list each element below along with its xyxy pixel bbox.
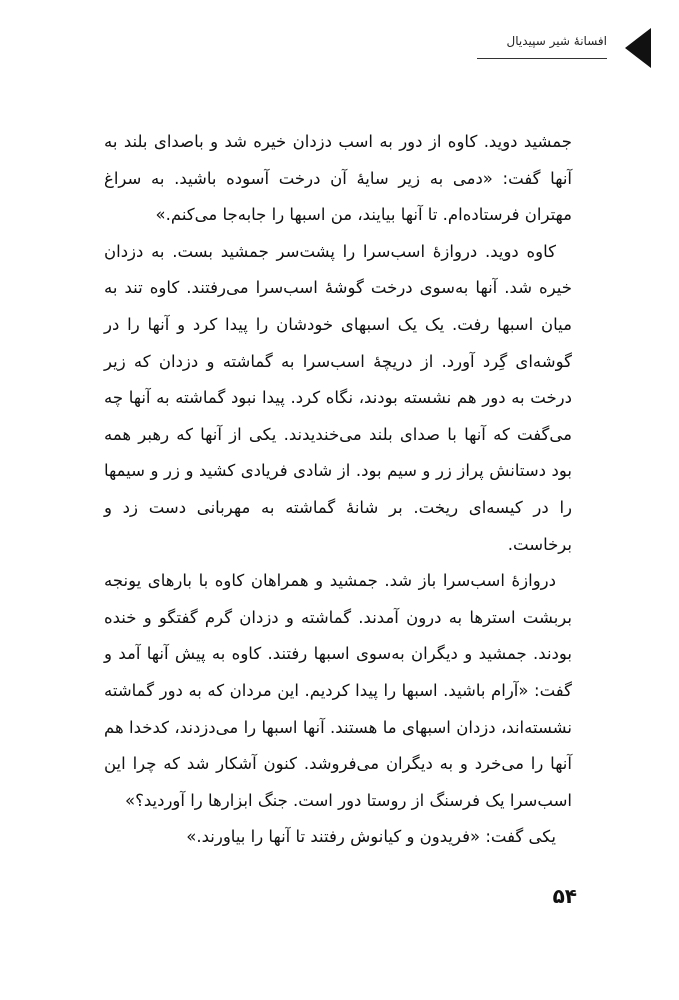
header-rule [477, 58, 607, 59]
book-title: افسانهٔ شیر سپیدیال [506, 34, 607, 48]
running-header [451, 28, 651, 68]
paragraph-2: کاوه دوید. دروازهٔ اسب‌سرا را پشت‌سر جمشید بست. به دزدان خیره شد. آنها به‌سوی درخت گوشهٔ اسب‌سرا می‌رفتند. کاوه تند به میان اسبها رفت. یک یک اسبهای خودشان را پیدا کرد و آنها را در گوشه‌ای گِرد آورد. از دریچهٔ اسب‌سرا به گماشته و دزدان که زیر درخت به دور هم نشسته بودند، نگاه کرد. پیدا نبود گماشته به آنها چه می‌گفت که آنها با صدای بلند می‌خندیدند. یکی از آنها که رهبر همه بود دستانش پراز زر و سیم بود. از شادی فریادی کشید و زر و سیمها را در کیسه‌ای ریخت. بر شانهٔ گماشته به مهربانی دست زد و برخاست. [104, 241, 572, 554]
paragraph-1: جمشید دوید. کاوه از دور به اسب دزدان خیره شد و باصدای بلند به آنها گفت: «دمی به زیر سایهٔ آن درخت آسوده باشید. به سراغ مهتران فرستاده‌ام. تا آنها بیایند، من اسبها را جابه‌جا می‌کنم.» [104, 132, 572, 225]
triangle-marker-icon [625, 28, 651, 68]
page-number: ۵۴ [552, 884, 577, 908]
paragraph-3: دروازهٔ اسب‌سرا باز شد. جمشید و همراهان کاوه با بارهای یونجه بربشت استرها به درون آمدند. گماشته و دزدان گرم گفتگو و خنده بودند. جمشید و دیگران به‌سوی اسبها رفتند. کاوه به پیش آنها آمد و گفت: «آرام باشید. اسبها را پیدا کردیم. این مردان که به دور گماشته نشسته‌اند، دزدان اسبهای ما هستند. آنها اسبها را می‌دزدند، کدخدا هم آنها را می‌خرد و به دیگران می‌فروشد. کنون آشکار شد که چرا این اسب‌سرا یک فرسنگ از روستا دور است. جنگ ابزارها را آوردید؟» [104, 571, 572, 810]
paragraph-4: یکی گفت: «فریدون و کیانوش رفتند تا آنها را بیاورند.» [186, 827, 556, 847]
body-text [104, 124, 572, 856]
